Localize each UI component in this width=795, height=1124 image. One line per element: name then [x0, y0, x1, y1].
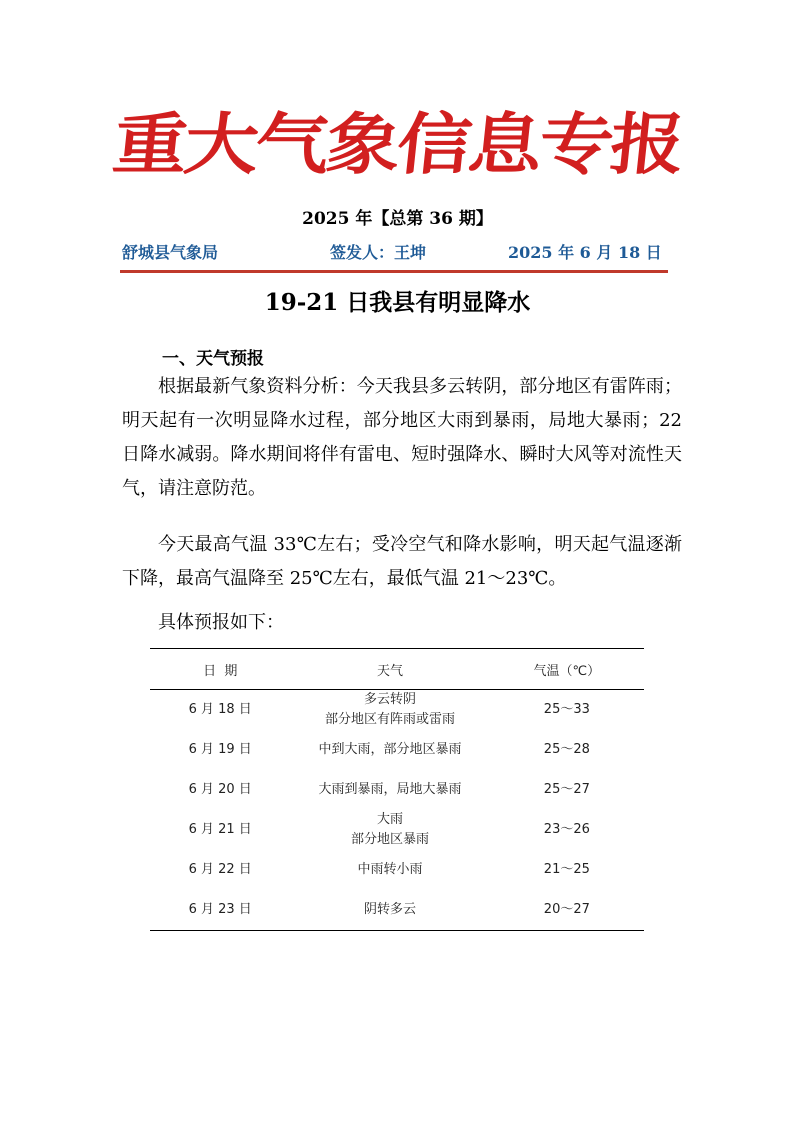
weather-line: 中雨转小雨 [357, 862, 423, 877]
row-date: 6 月 21 日 [188, 822, 252, 837]
row-date: 6 月 23 日 [188, 902, 252, 917]
table-row [150, 810, 644, 850]
row-weather [290, 690, 489, 731]
section-heading: 一、天气预报 [162, 349, 264, 369]
signer: 签发人：王坤 [330, 243, 427, 262]
row-temperature: 25～28 [543, 742, 590, 757]
weather-line: 部分地区有阵雨或雷雨 [325, 712, 456, 727]
row-temperature: 25～27 [543, 782, 590, 797]
weather-line: 部分地区暴雨 [351, 832, 430, 847]
row-date: 6 月 18 日 [188, 702, 252, 717]
header-divider [120, 270, 668, 273]
header-date: 日 期 [203, 663, 238, 679]
masthead-title: 重大气象信息专报 [109, 106, 686, 184]
table-row [150, 850, 644, 890]
weather-line: 大雨 [377, 812, 404, 827]
row-date: 6 月 20 日 [188, 782, 252, 797]
row-weather [290, 730, 489, 770]
row-temperature: 20～27 [543, 902, 590, 917]
temperature-paragraph: 今天最高气温 33℃左右；受冷空气和降水影响，明天起气温逐渐下降，最高气温降至 25℃左右，最低气温 21～23℃。 [122, 534, 682, 589]
row-weather [290, 810, 489, 850]
table-header-row [150, 649, 644, 690]
row-date: 6 月 22 日 [188, 862, 252, 877]
row-weather [290, 850, 489, 890]
header-temperature: 气温（℃） [533, 663, 601, 679]
headline: 19-21 日我县有明显降水 [264, 289, 531, 316]
table-row [150, 730, 644, 770]
table-row [150, 890, 644, 931]
issue-number: 2025 年【总第 36 期】 [302, 209, 493, 229]
row-temperature: 21～25 [543, 862, 590, 877]
weather-line: 中到大雨，部分地区暴雨 [318, 742, 462, 757]
weather-line: 阴转多云 [364, 902, 417, 917]
forecast-paragraph: 根据最新气象资料分析：今天我县多云转阴，部分地区有雷阵雨；明天起有一次明显降水过程，部分地区大雨到暴雨，局地大暴雨；22 日降水减弱。降水期间将伴有雷电、短时强降水、瞬时大风等对流性天气，请注意防范。 [122, 376, 682, 499]
issuing-organization: 舒城县气象局 [122, 243, 219, 262]
table-intro: 具体预报如下： [158, 612, 284, 633]
row-weather [290, 890, 489, 931]
issue-date: 2025 年 6 月 18 日 [508, 243, 662, 262]
weather-line: 大雨到暴雨，局地大暴雨 [318, 782, 462, 797]
row-temperature: 25～33 [543, 702, 590, 717]
row-temperature: 23～26 [543, 822, 590, 837]
row-date: 6 月 19 日 [188, 742, 252, 757]
table-row [150, 690, 644, 731]
table-row [150, 770, 644, 810]
weather-line: 多云转阴 [364, 692, 417, 707]
header-weather: 天气 [377, 663, 404, 679]
row-weather [290, 770, 489, 810]
forecast-table [150, 648, 644, 931]
